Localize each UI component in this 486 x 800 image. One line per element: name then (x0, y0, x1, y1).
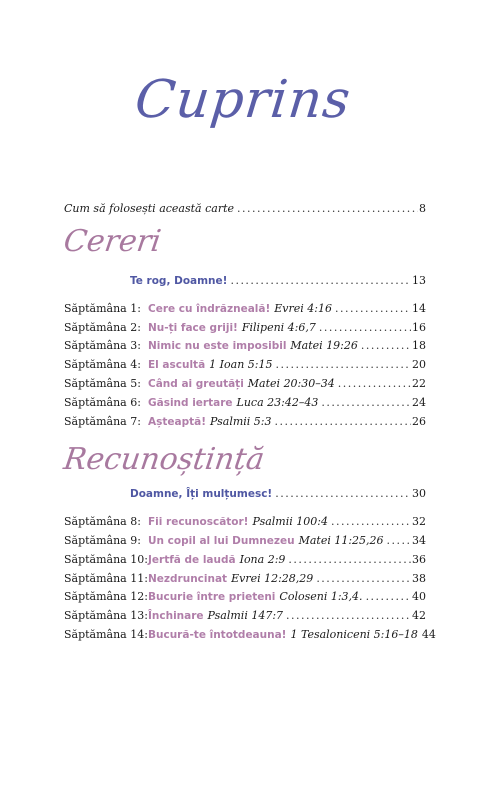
bible-reference: 1 Tesaloniceni 5:16–18 (290, 628, 418, 641)
toc-page-number: 36 (412, 553, 426, 566)
toc-page-number: 14 (412, 302, 426, 315)
week-label: Săptămâna 10: (64, 553, 148, 566)
toc-week-row[interactable] (64, 356, 426, 374)
leader-dots (387, 532, 411, 550)
section-heading-cereri: Cereri (61, 224, 164, 259)
week-theme: Închinare (148, 610, 204, 622)
toc-week-row[interactable] (64, 513, 426, 531)
toc-page-number: 16 (412, 321, 426, 334)
bible-reference: Filipeni 4:6,7 (241, 321, 316, 334)
week-label: Săptămâna 6: (64, 396, 141, 409)
prayer-label: Doamne, Îți mulțumesc! (130, 488, 273, 500)
bible-reference: Coloseni 1:3,4. (279, 590, 363, 603)
week-theme: El ascultă (148, 359, 206, 371)
week-label: Săptămâna 1: (64, 302, 141, 315)
week-label: Săptămâna 12: (64, 590, 148, 603)
toc-week-row[interactable] (64, 551, 426, 569)
toc-page-number: 24 (412, 396, 426, 409)
week-theme: Așteaptă! (148, 416, 207, 428)
toc-page-number: 22 (412, 377, 426, 390)
week-label: Săptămâna 11: (64, 572, 148, 585)
toc-page-number: 34 (412, 534, 426, 547)
leader-dots (286, 607, 411, 625)
toc-week-row[interactable] (64, 588, 426, 606)
bible-reference: Evrei 12:28,29 (231, 572, 314, 585)
toc-page-number: 40 (412, 590, 426, 603)
toc-week-row[interactable] (64, 413, 426, 431)
toc-week-row[interactable] (64, 532, 426, 550)
toc-page-number: 18 (412, 339, 426, 352)
section-heading-recunostinta: Recunoștință (61, 442, 267, 477)
bible-reference: Psalmii 100:4 (252, 515, 328, 528)
bible-reference: Matei 20:30–34 (247, 377, 335, 390)
week-theme: Bucură-te întotdeauna! (148, 629, 287, 641)
week-label: Săptămâna 3: (64, 339, 141, 352)
leader-dots (288, 551, 411, 569)
week-label: Săptămâna 13: (64, 609, 148, 622)
toc-intro-row[interactable] (64, 200, 426, 218)
week-theme: Nu-ți face griji! (148, 322, 238, 334)
leader-dots (338, 375, 411, 393)
prayer-label: Te rog, Doamne! (130, 275, 228, 287)
leader-dots (335, 300, 411, 318)
toc-page-number: 20 (412, 358, 426, 371)
toc-page-number: 44 (421, 628, 436, 641)
toc-prayer-row[interactable] (130, 272, 426, 290)
leader-dots (321, 394, 411, 412)
bible-reference: Psalmii 147:7 (207, 609, 284, 622)
leader-dots (275, 485, 411, 503)
week-label: Săptămâna 2: (64, 321, 141, 334)
bible-reference: Luca 23:42–43 (236, 396, 319, 409)
bible-reference: Evrei 4:16 (274, 302, 332, 315)
leader-dots (275, 413, 411, 431)
bible-reference: Matei 11:25,26 (298, 534, 384, 547)
leader-dots (230, 272, 411, 290)
leader-dots (366, 588, 411, 606)
week-theme: Când ai greutăți (148, 378, 244, 390)
toc-page-number: 32 (412, 515, 426, 528)
week-label: Săptămâna 5: (64, 377, 141, 390)
toc-page-number: 26 (412, 415, 426, 428)
leader-dots (316, 570, 411, 588)
toc-week-row[interactable] (64, 570, 426, 588)
week-label: Săptămâna 4: (64, 358, 141, 371)
leader-dots (331, 513, 411, 531)
bible-reference: Matei 19:26 (290, 339, 358, 352)
week-theme: Nezdruncinat (148, 573, 228, 585)
toc-week-row[interactable] (64, 300, 426, 318)
toc-page-number: 13 (412, 274, 426, 287)
week-theme: Găsind iertare (148, 397, 233, 409)
week-theme: Bucurie între prieteni (148, 591, 276, 603)
toc-week-row[interactable] (64, 337, 426, 355)
week-label: Săptămâna 7: (64, 415, 141, 428)
week-theme: Cere cu îndrăzneală! (148, 303, 271, 315)
page-title: Cuprins (132, 70, 354, 130)
toc-page-number: 38 (412, 572, 426, 585)
week-theme: Nimic nu este imposibil (148, 340, 287, 352)
toc-week-row[interactable] (64, 394, 426, 412)
leader-dots (319, 319, 411, 337)
week-theme: Fii recunoscător! (148, 516, 249, 528)
toc-page-number: 30 (412, 487, 426, 500)
toc-week-row[interactable] (64, 375, 426, 393)
toc-week-row[interactable] (64, 319, 426, 337)
bible-reference: 1 Ioan 5:15 (209, 358, 273, 371)
toc-week-row[interactable] (64, 607, 426, 625)
week-theme: Un copil al lui Dumnezeu (148, 535, 295, 547)
toc-page-number: 8 (419, 202, 426, 215)
week-label: Săptămâna 8: (64, 515, 141, 528)
leader-dots (275, 356, 411, 374)
toc-intro-label: Cum să folosești această carte (64, 202, 235, 215)
week-label: Săptămâna 9: (64, 534, 141, 547)
leader-dots (361, 337, 411, 355)
bible-reference: Iona 2:9 (239, 553, 286, 566)
week-label: Săptămâna 14: (64, 628, 148, 641)
toc-prayer-row[interactable] (130, 485, 426, 503)
leader-dots (237, 200, 418, 218)
week-theme: Jertfă de laudă (148, 554, 236, 566)
bible-reference: Psalmii 5:3 (210, 415, 272, 428)
toc-week-row[interactable] (64, 626, 436, 644)
toc-page-number: 42 (412, 609, 426, 622)
